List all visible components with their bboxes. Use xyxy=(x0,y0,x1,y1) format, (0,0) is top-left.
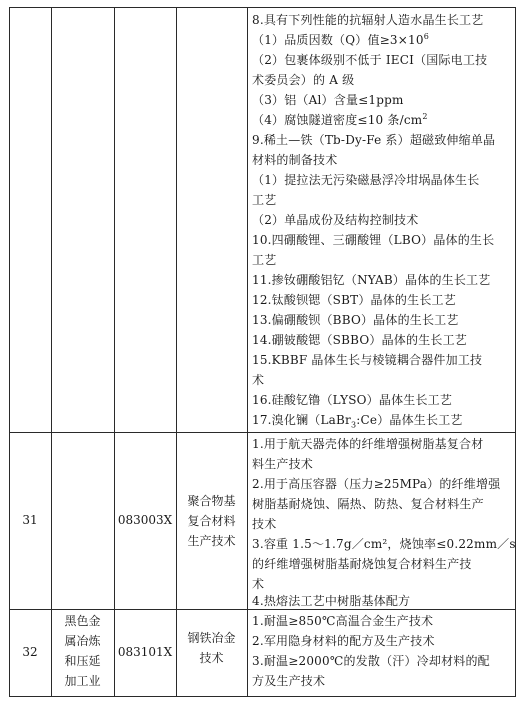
content-line: 料生产技术 xyxy=(252,457,314,471)
content-line: 技术 xyxy=(252,517,277,531)
category-line: 和压延 xyxy=(64,654,101,668)
item-name-line: 技术 xyxy=(199,651,224,665)
content-line: 13.偏硼酸钡（BBO）晶体的生长工艺 xyxy=(252,313,459,327)
item-name-line: 钢铁冶金 xyxy=(187,631,236,645)
content-line: 2.军用隐身材料的配方及生产技术 xyxy=(252,634,435,648)
category-line: 属冶炼 xyxy=(64,634,101,648)
content-line: 12.钛酸钡锶（SBT）晶体的生长工艺 xyxy=(252,293,456,307)
content-line: 16.硅酸钇镥（LYSO）晶体生长工艺 xyxy=(252,393,453,407)
item-name-line: 复合材料 xyxy=(187,514,236,528)
content-line: 工艺 xyxy=(252,193,277,207)
column-divider-4 xyxy=(247,7,248,697)
table-border-top xyxy=(9,7,516,8)
table-border-right xyxy=(515,7,516,697)
row-divider-31-top xyxy=(9,432,516,433)
column-divider-3 xyxy=(176,7,177,697)
table-border-left xyxy=(9,7,10,697)
column-divider-1 xyxy=(51,7,52,697)
content-line: 10.四硼酸锂、三硼酸锂（LBO）晶体的生长 xyxy=(252,233,495,247)
table-border-bottom xyxy=(9,696,516,697)
content-line: 17.溴化镧（LaBr$_3$:Ce）晶体生长工艺 xyxy=(252,413,463,430)
content-line: 1.耐温≥850℃高温合金生产技术 xyxy=(252,614,434,628)
item-name-line: 生产技术 xyxy=(187,534,236,548)
content-line: 3.耐温≥2000℃的发散（汗）冷却材料的配 xyxy=(252,654,490,668)
item-code: 083003X xyxy=(117,513,173,527)
category-line: 黑色金 xyxy=(64,614,101,628)
column-divider-2 xyxy=(114,7,115,697)
content-line: 工艺 xyxy=(252,253,277,267)
content-line: 的纤维增强树脂基耐烧蚀复合材料生产技 xyxy=(252,557,472,571)
content-line: 树脂基耐烧蚀、隔热、防热、复合材料生产 xyxy=(252,497,484,511)
content-line: 8.具有下列性能的抗辐射人造水晶生长工艺 xyxy=(252,13,484,27)
content-line: 15.KBBF 晶体生长与棱镜耦合器件加工技 xyxy=(252,353,483,367)
row-number: 31 xyxy=(22,513,38,527)
content-line: 11.掺钕硼酸铝钇（NYAB）晶体的生长工艺 xyxy=(252,273,491,287)
content-line: 术 xyxy=(252,373,265,387)
content-line: （2）包裹体级别不低于 IECI（国际电工技 xyxy=(252,53,488,67)
content-line: 14.硼铍酸锶（SBBO）晶体的生长工艺 xyxy=(252,333,468,347)
content-line: （3）铝（Al）含量≤1ppm xyxy=(252,93,404,107)
item-name-line: 聚合物基 xyxy=(187,494,236,508)
content-line: 4.热熔法工艺中树脂基体配方 xyxy=(252,594,411,608)
item-code: 083101X xyxy=(117,645,173,659)
content-line: （4）腐蚀隧道密度≤10 条$/cm^2$ xyxy=(252,112,428,127)
content-line: 2.用于高压容器（压力≥25MPa）的纤维增强 xyxy=(252,477,501,491)
category-line: 加工业 xyxy=(64,674,101,688)
content-line: 术委员会）的 A 级 xyxy=(252,73,355,87)
content-line: （1）提拉法无污染磁悬浮冷坩埚晶体生长 xyxy=(252,173,480,187)
content-line: 方及生产技术 xyxy=(252,674,326,688)
row-number: 32 xyxy=(22,645,38,659)
content-line: （1）品质因数（Q）值$\ge 3\times 10^6$ xyxy=(252,32,429,47)
content-line: 9.稀土—铁（Tb-Dy-Fe 系）超磁致伸缩单晶 xyxy=(252,133,496,147)
content-line: （2）单晶成份及结构控制技术 xyxy=(252,213,419,227)
content-line: 3.容重 1.5～1.7g／cm²，烧蚀率≤0.22mm／s xyxy=(252,537,516,551)
content-line: 术 xyxy=(252,577,265,591)
content-line: 1.用于航天器壳体的纤维增强树脂基复合材 xyxy=(252,437,484,451)
content-line: 材料的制备技术 xyxy=(252,153,338,167)
